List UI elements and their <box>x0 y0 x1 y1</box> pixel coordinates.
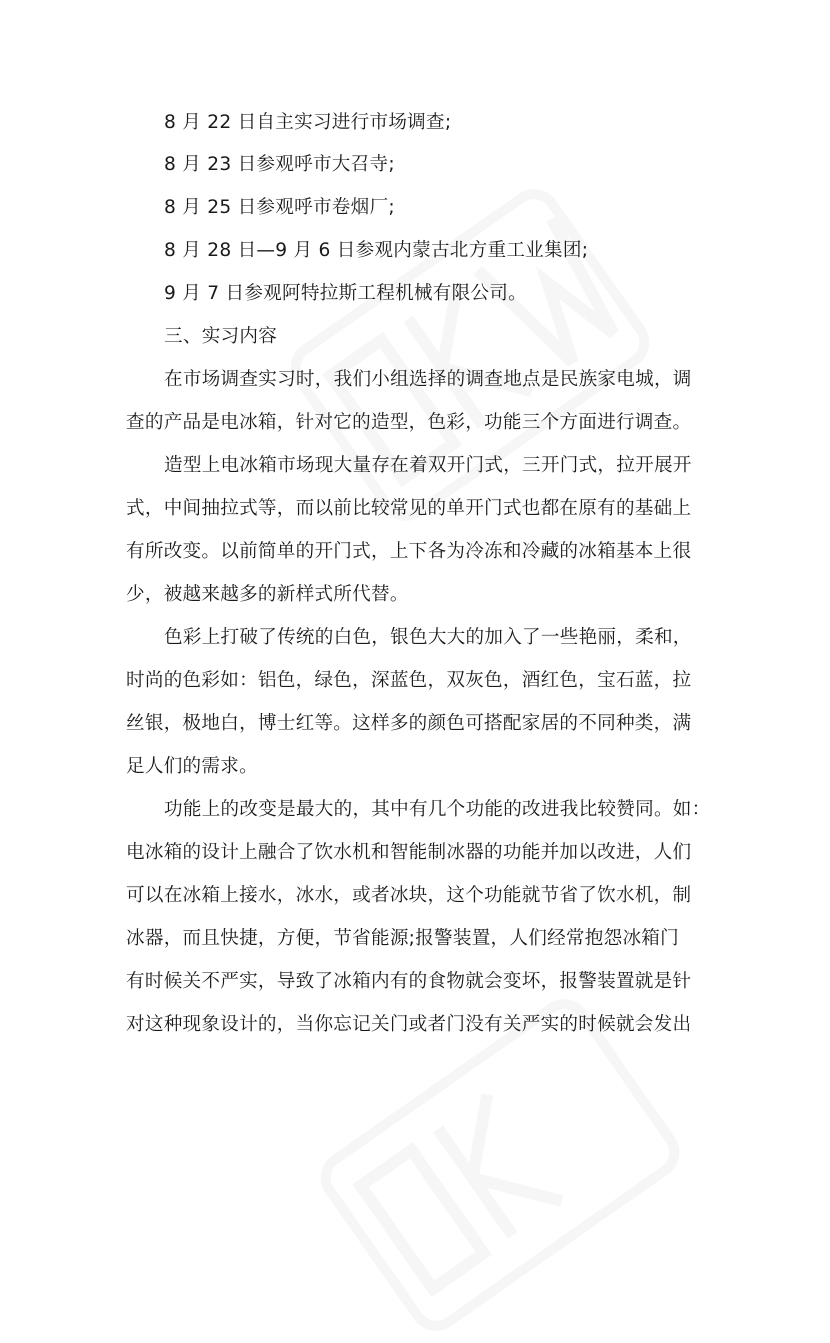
paragraph-line: 时尚的色彩如：铝色，绿色，深蓝色，双灰色，酒红色，宝石蓝，拉 <box>126 670 692 691</box>
paragraph-line: 功能上的改变是最大的，其中有几个功能的改进我比较赞同。如： <box>164 799 711 820</box>
paragraph-line: 电冰箱的设计上融合了饮水机和智能制冰器的功能并加以改进，人们 <box>126 842 692 863</box>
paragraph-line: 少，被越来越多的新样式所代替。 <box>126 584 409 605</box>
section-heading: 三、实习内容 <box>164 326 278 347</box>
paragraph-line: 对这种现象设计的，当你忘记关门或者门没有关严实的时候就会发出 <box>126 1014 692 1035</box>
paragraph-line: 丝银，极地白，博士红等。这样多的颜色可搭配家居的不同种类，满 <box>126 713 692 734</box>
paragraph-line: 冰器，而且快捷，方便，节省能源;报警装置，人们经常抱怨冰箱门 <box>126 928 679 949</box>
paragraph-line: 查的产品是电冰箱，针对它的造型，色彩，功能三个方面进行调查。 <box>126 412 692 433</box>
paragraph-line: 有时候关不严实，导致了冰箱内有的食物就会变坏，报警装置就是针 <box>126 971 692 992</box>
schedule-line: 8 月 23 日参观呼市大召寺; <box>164 154 395 175</box>
schedule-line: 8 月 25 日参观呼市卷烟厂; <box>164 197 395 218</box>
schedule-line: 9 月 7 日参观阿特拉斯工程机械有限公司。 <box>164 283 527 304</box>
watermark-logo-bottom <box>309 987 692 1343</box>
schedule-line: 8 月 22 日自主实习进行市场调查; <box>164 112 452 133</box>
paragraph-line: 可以在冰箱上接水，冰水，或者冰块，这个功能就节省了饮水机，制 <box>126 885 692 906</box>
paragraph-line: 式，中间抽拉式等，而以前比较常见的单开门式也都在原有的基础上 <box>126 498 692 519</box>
paragraph-line: 在市场调查实习时，我们小组选择的调查地点是民族家电城，调 <box>164 369 692 390</box>
watermark-logo <box>279 177 662 533</box>
paragraph-line: 足人们的需求。 <box>126 756 258 777</box>
paragraph-line: 造型上电冰箱市场现大量存在着双开门式，三开门式，拉开展开 <box>164 455 692 476</box>
paragraph-line: 色彩上打破了传统的白色，银色大大的加入了一些艳丽，柔和， <box>164 627 692 648</box>
schedule-line: 8 月 28 日—9 月 6 日参观内蒙古北方重工业集团; <box>164 240 589 261</box>
paragraph-line: 有所改变。以前简单的开门式，上下各为冷冻和冷藏的冰箱基本上很 <box>126 541 692 562</box>
